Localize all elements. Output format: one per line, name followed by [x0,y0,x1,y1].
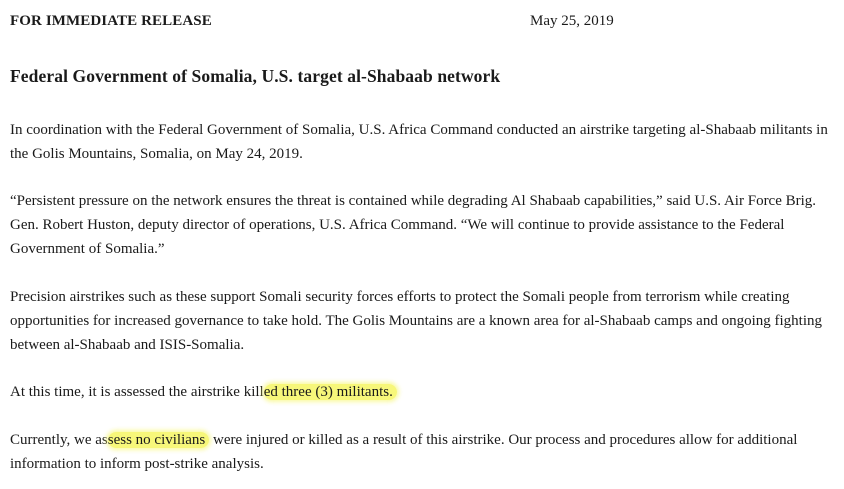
civilians-text-end: were injured or killed as a result of this airstrike. Our process and procedures allow for additional information to inform post-strike analysis. [10,432,798,472]
release-date: May 25, 2019 [530,13,614,29]
paragraph-civilians [10,428,836,476]
paragraph-precision-airstrikes: Precision airstrikes such as these support Somali security forces efforts to protect the Somali people from terrorism while creating opportunities for increased governance to take hold. The Golis Mountains are a known area for al-Shabaab camps and ongoing fighting between al-Shabaab and ISIS-Somalia. [10,289,822,353]
paragraph-coordination: In coordination with the Federal Government of Somalia, U.S. Africa Command conducted an airstrike targeting al-Shabaab militants in the Golis Mountains, Somalia, on May 24, 2019. [10,122,828,162]
assessment-text: At this time, it is assessed the airstrike kill [10,384,264,400]
release-label: FOR IMMEDIATE RELEASE [10,13,212,29]
highlighted-militants-text: ed three (3) militants. [264,384,397,400]
paragraph-quote: “Persistent pressure on the network ensures the threat is contained while degrading Al Shabaab capabilities,” said U.S. Air Force Brig. Gen. Robert Huston, deputy director of operations, U.S. Africa Command. “We will continue to provide assistance to the Federal Government of Somalia.” [10,193,817,257]
highlighted-civilians-text: sess no civilians [108,432,210,448]
civilians-text-start: Currently, we as [10,432,108,448]
paragraph-assessment [10,380,836,404]
headline: Federal Government of Somalia, U.S. target al-Shabaab network [10,66,501,86]
